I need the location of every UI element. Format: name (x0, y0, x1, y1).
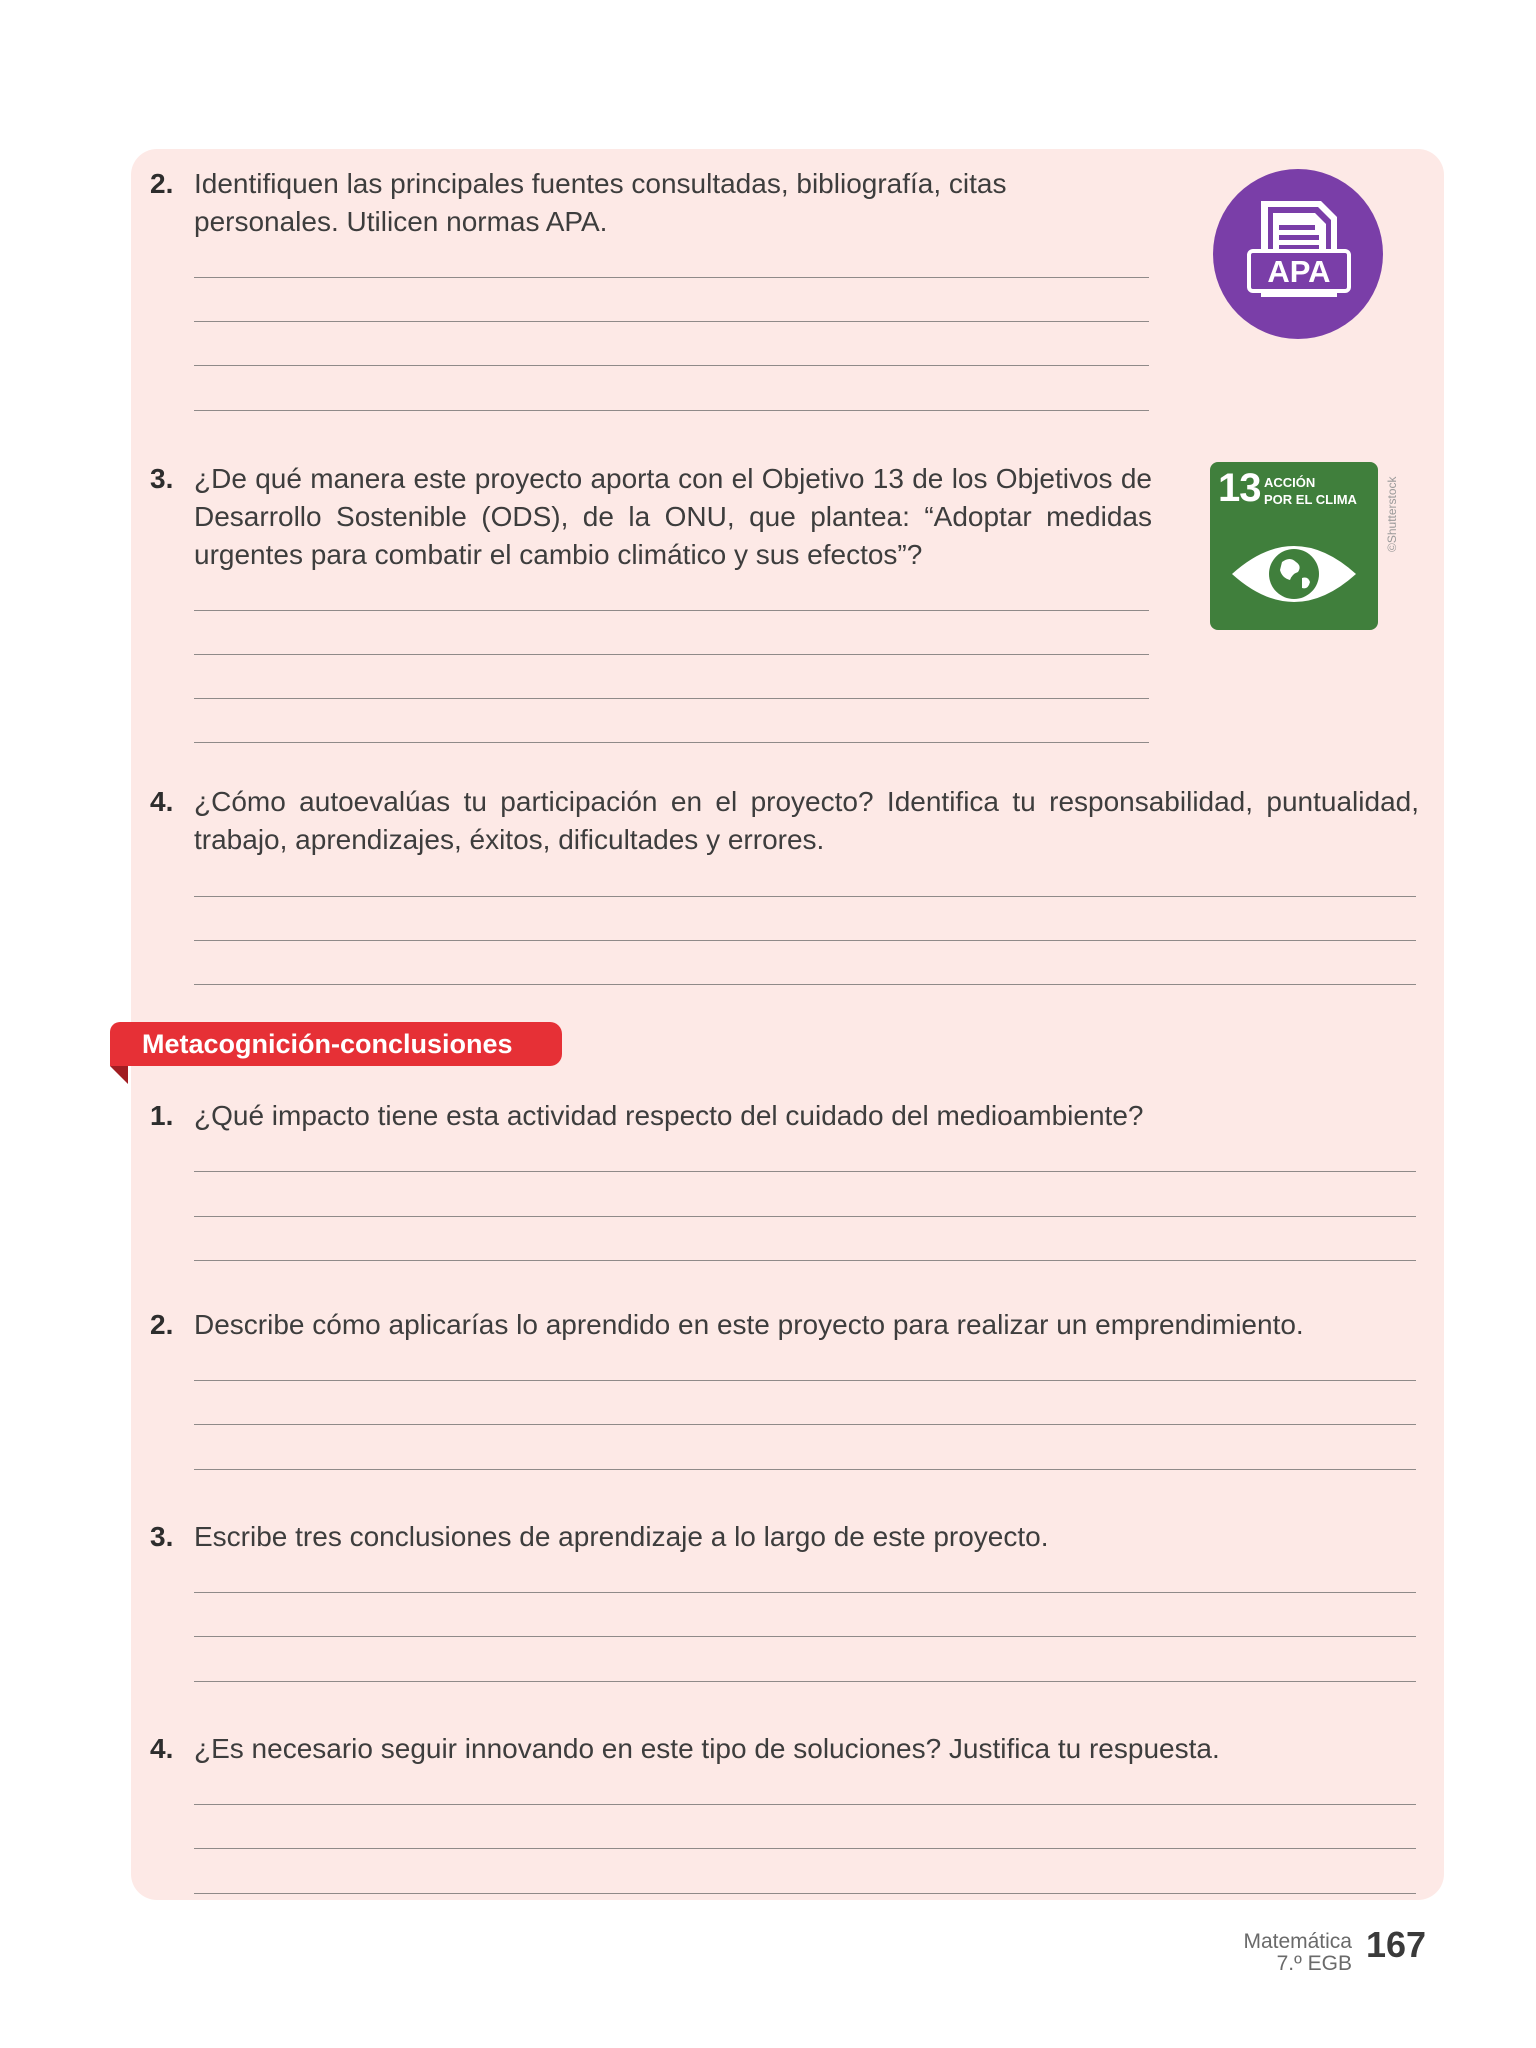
meta-question-2 (150, 1306, 1419, 1344)
answer-line[interactable] (194, 742, 1149, 743)
answer-line[interactable] (194, 698, 1149, 699)
answer-line[interactable] (194, 1260, 1416, 1261)
image-credit: ©Shutterstock (1385, 476, 1399, 552)
answer-line[interactable] (194, 1804, 1416, 1805)
question-number: 1. (150, 1100, 174, 1131)
answer-line[interactable] (194, 1424, 1416, 1425)
question-text: Describe cómo aplicarías lo aprendido en este proyecto para realizar un emprendimiento. (194, 1309, 1304, 1340)
answer-line[interactable] (194, 1469, 1416, 1470)
meta-question-4 (150, 1730, 1419, 1768)
question-number: 3. (150, 463, 174, 494)
answer-line[interactable] (194, 654, 1149, 655)
answer-line[interactable] (194, 1893, 1416, 1894)
footer-grade: 7.º EGB (1276, 1952, 1352, 1975)
footer-subject-name: Matemática (1243, 1930, 1352, 1953)
question-text: Escribe tres conclusiones de aprendizaje a lo largo de este proyecto. (194, 1521, 1049, 1552)
answer-line[interactable] (194, 1380, 1416, 1381)
answer-line[interactable] (194, 1681, 1416, 1682)
sdg-title-line: ACCIÓN (1264, 475, 1316, 490)
answer-line[interactable] (194, 410, 1149, 411)
question-4-self-eval (150, 783, 1419, 859)
page-number: 167 (1366, 1924, 1427, 1965)
question-text: Identifiquen las principales fuentes consultadas, bibliografía, citas personales. Utilicen normas APA. (194, 168, 1007, 237)
answer-line[interactable] (194, 321, 1149, 322)
question-number: 2. (150, 1309, 174, 1340)
question-number: 2. (150, 168, 174, 199)
section-title-tag: Metacognición-conclusiones (110, 1022, 562, 1066)
answer-line[interactable] (194, 1636, 1416, 1637)
answer-line[interactable] (194, 277, 1149, 278)
answer-line[interactable] (194, 940, 1416, 941)
meta-question-3 (150, 1518, 1419, 1556)
tag-fold (110, 1066, 128, 1084)
answer-line[interactable] (194, 896, 1416, 897)
question-number: 4. (150, 786, 174, 817)
question-number: 4. (150, 1733, 174, 1764)
question-text: ¿Es necesario seguir innovando en este tipo de soluciones? Justifica tu respuesta. (194, 1733, 1220, 1764)
answer-line[interactable] (194, 984, 1416, 985)
meta-question-1 (150, 1097, 1419, 1135)
answer-line[interactable] (194, 1848, 1416, 1849)
climate-eye-icon (1210, 462, 1378, 630)
question-number: 3. (150, 1521, 174, 1552)
question-text: ¿De qué manera este proyecto aporta con el Objetivo 13 de los Objetivos de Desarrollo Sostenible (ODS), de la ONU, que plantea: “Adoptar medidas urgentes para combatir el cambio climático y sus efectos”? (194, 463, 1152, 570)
answer-line[interactable] (194, 610, 1149, 611)
apa-document-icon (1213, 169, 1383, 339)
answer-line[interactable] (194, 1592, 1416, 1593)
question-2-apa (150, 165, 1154, 241)
sdg-13-climate-icon (1210, 462, 1378, 630)
question-3-ods (150, 460, 1152, 574)
answer-line[interactable] (194, 1171, 1416, 1172)
sdg-title-line: POR EL CLIMA (1264, 492, 1357, 507)
apa-label: APA (1267, 254, 1331, 289)
sdg-number: 13 (1218, 466, 1261, 510)
question-text: ¿Qué impacto tiene esta actividad respecto del cuidado del medioambiente? (194, 1100, 1144, 1131)
footer-subject (1180, 1931, 1352, 1975)
answer-line[interactable] (194, 1216, 1416, 1217)
answer-line[interactable] (194, 365, 1149, 366)
question-text: ¿Cómo autoevalúas tu participación en el proyecto? Identifica tu responsabilidad, puntualidad, trabajo, aprendizajes, éxitos, dificultades y errores. (194, 786, 1419, 855)
